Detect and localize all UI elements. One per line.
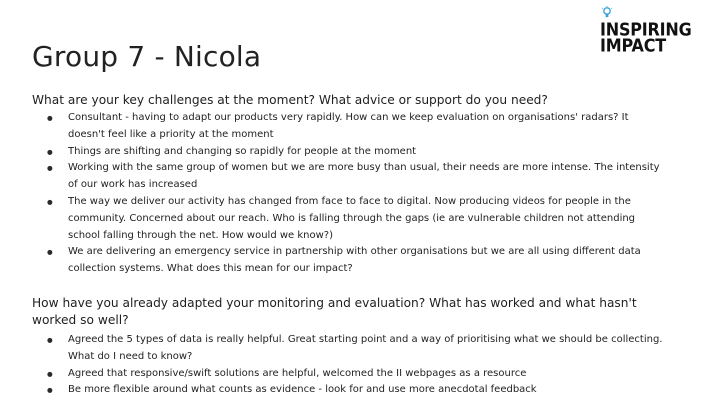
- challenges-list: [47, 110, 667, 278]
- list-item: ● Things are shifting and changing so rapidly for people at the moment: [47, 144, 667, 161]
- logo-text-line1: INSPIRING: [600, 18, 692, 40]
- list-item: ● Consultant - having to adapt our products very rapidly. How can we keep evaluation on organisations' radars? It doesn't feel like a priority at the moment: [47, 110, 667, 144]
- list-item: ● We are delivering an emergency service in partnership with other organisations but we are all using different data collection systems. What does this mean for our impact?: [47, 244, 667, 278]
- logo-text-line2: IMPACT: [600, 34, 666, 56]
- adaptations-list: [47, 332, 667, 399]
- question-challenges: What are your key challenges at the moment? What advice or support do you need?: [32, 93, 548, 107]
- list-item: ● The way we deliver our activity has changed from face to face to digital. Now producing videos for people in the community. Concerned about our reach. Who is falling through the gaps (ie are vulnerable children not attending school falling through the net. How would we know?): [47, 194, 667, 244]
- question-adaptations: How have you already adapted your monitoring and evaluation? What has worked and what hasn't worked so well?: [32, 296, 637, 327]
- list-item: ● Be more flexible around what counts as evidence - look for and use more anecdotal feedback: [47, 382, 667, 399]
- page-title: Group 7 - Nicola: [32, 40, 262, 73]
- list-item: ● Agreed the 5 types of data is really helpful. Great starting point and a way of prioritising what we should be collecting. What do I need to know?: [47, 332, 667, 366]
- list-item: ● Agreed that responsive/swift solutions are helpful, welcomed the II webpages as a resource: [47, 366, 667, 383]
- inspiring-impact-logo: [600, 6, 718, 56]
- list-item: ● Working with the same group of women but we are more busy than usual, their needs are more intense. The intensity of our work has increased: [47, 160, 667, 194]
